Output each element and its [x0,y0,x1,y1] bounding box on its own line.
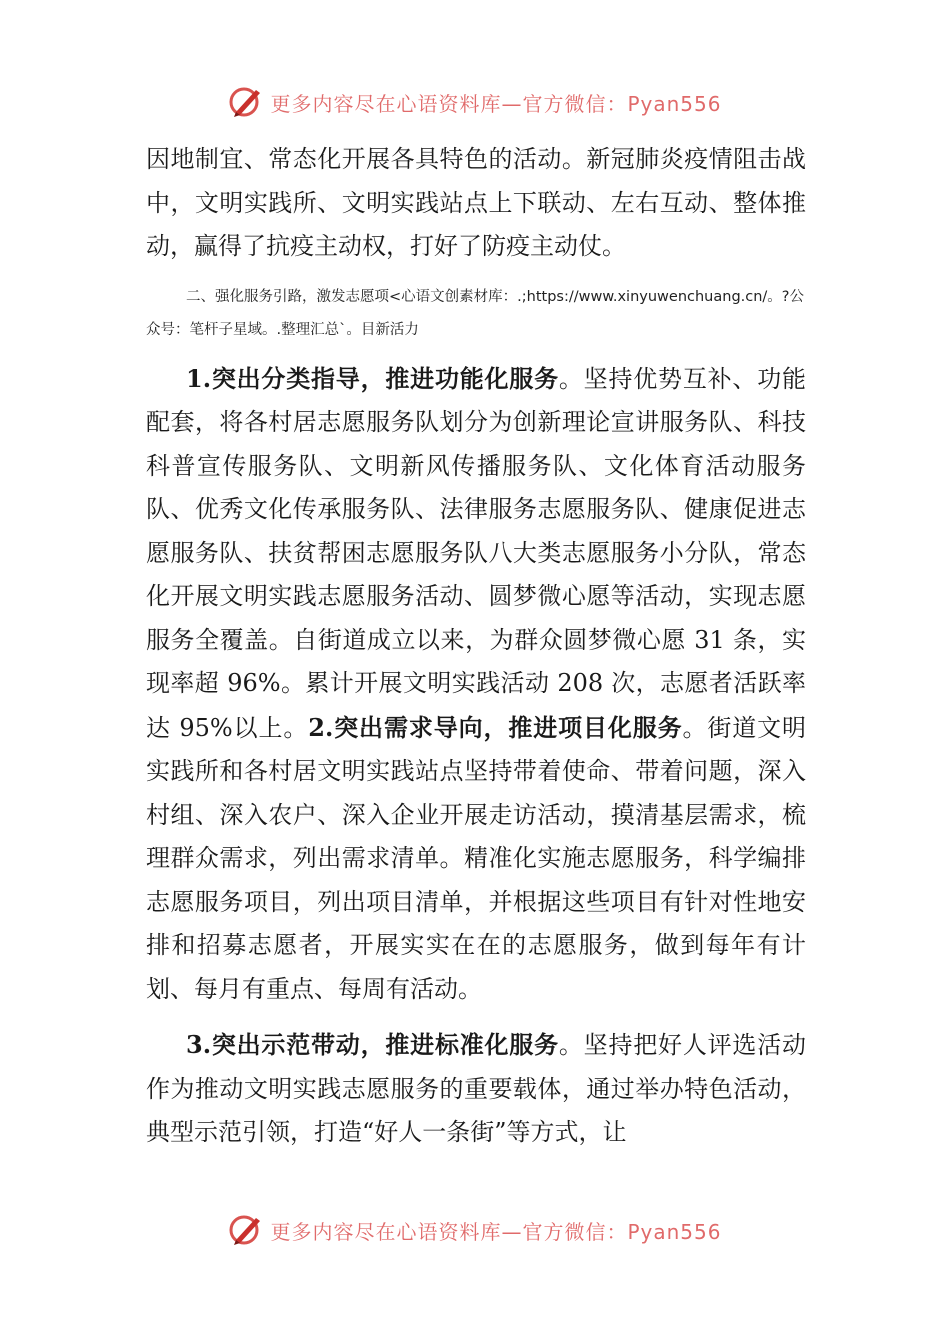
document-body [146,138,806,1155]
section-heading-note [146,281,806,347]
paragraph-3-heading: 3.突出示范带动，推进标准化服务 [186,1030,559,1059]
paragraph-intro: 因地制宜、常态化开展各具特色的活动。新冠肺炎疫情阻击战中，文明实践所、文明实践站点上下联动、左右互动、整体推动，赢得了抗疫主动权，打好了防疫主动仗。 [146,145,806,260]
pen-logo-icon [228,84,264,120]
pen-logo-icon [228,1212,264,1248]
paragraph-3 [146,1023,806,1155]
paragraph-1-heading: 1.突出分类指导，推进功能化服务 [186,363,559,393]
section-heading-text: 二、强化服务引路，激发志愿项<心语文创素材库：.;https://www.xinyuwenchuang.cn/。?公众号：笔杆子星域。.整理汇总`。目新活力 [146,288,804,338]
footer-banner-text: 更多内容尽在心语资料库—官方微信：Pyan556 [270,1219,722,1244]
header-watermark-banner [0,80,950,124]
paragraph-2-heading: 2.突出需求导向，推进项目化服务 [308,712,683,742]
paragraph-2-body: 。街道文明实践所和各村居文明实践站点坚持带着使命、带着问题，深入村组、深入农户、深入企业开展走访活动，摸清基层需求，梳理群众需求，列出需求清单。精准化实施志愿服务，科学编排志愿服务项目，列出项目清单，并根据这些项目有针对性地安排和招募志愿者，开展实实在在的志愿服务，做到每年有计划、每月有重点、每周有活动。 [146,713,806,1003]
paragraph-1 [146,357,806,1012]
paragraph-1-body: 。坚持优势互补、功能配套，将各村居志愿服务队划分为创新理论宣讲服务队、科技科普宣传服务队、文明新风传播服务队、文化体育活动服务队、优秀文化传承服务队、法律服务志愿服务队、健康促进志愿服务队、扶贫帮困志愿服务队八大类志愿服务小分队，常态化开展文明实践志愿服务活动、圆梦微心愿等活动，实现志愿服务全覆盖。自街道成立以来，为群众圆梦微心愿 31 条，实现率超 96%。累计开展文明实践活动 208 次，志愿者活跃率达 95%以上。 [146,364,806,742]
paragraph-3-body: 。坚持把好人评选活动作为推动文明实践志愿服务的重要载体，通过举办特色活动，典型示范引领，打造“好人一条街”等方式，让 [146,1031,806,1146]
header-banner-text: 更多内容尽在心语资料库—官方微信：Pyan556 [270,91,722,116]
footer-watermark-banner [0,1208,950,1252]
